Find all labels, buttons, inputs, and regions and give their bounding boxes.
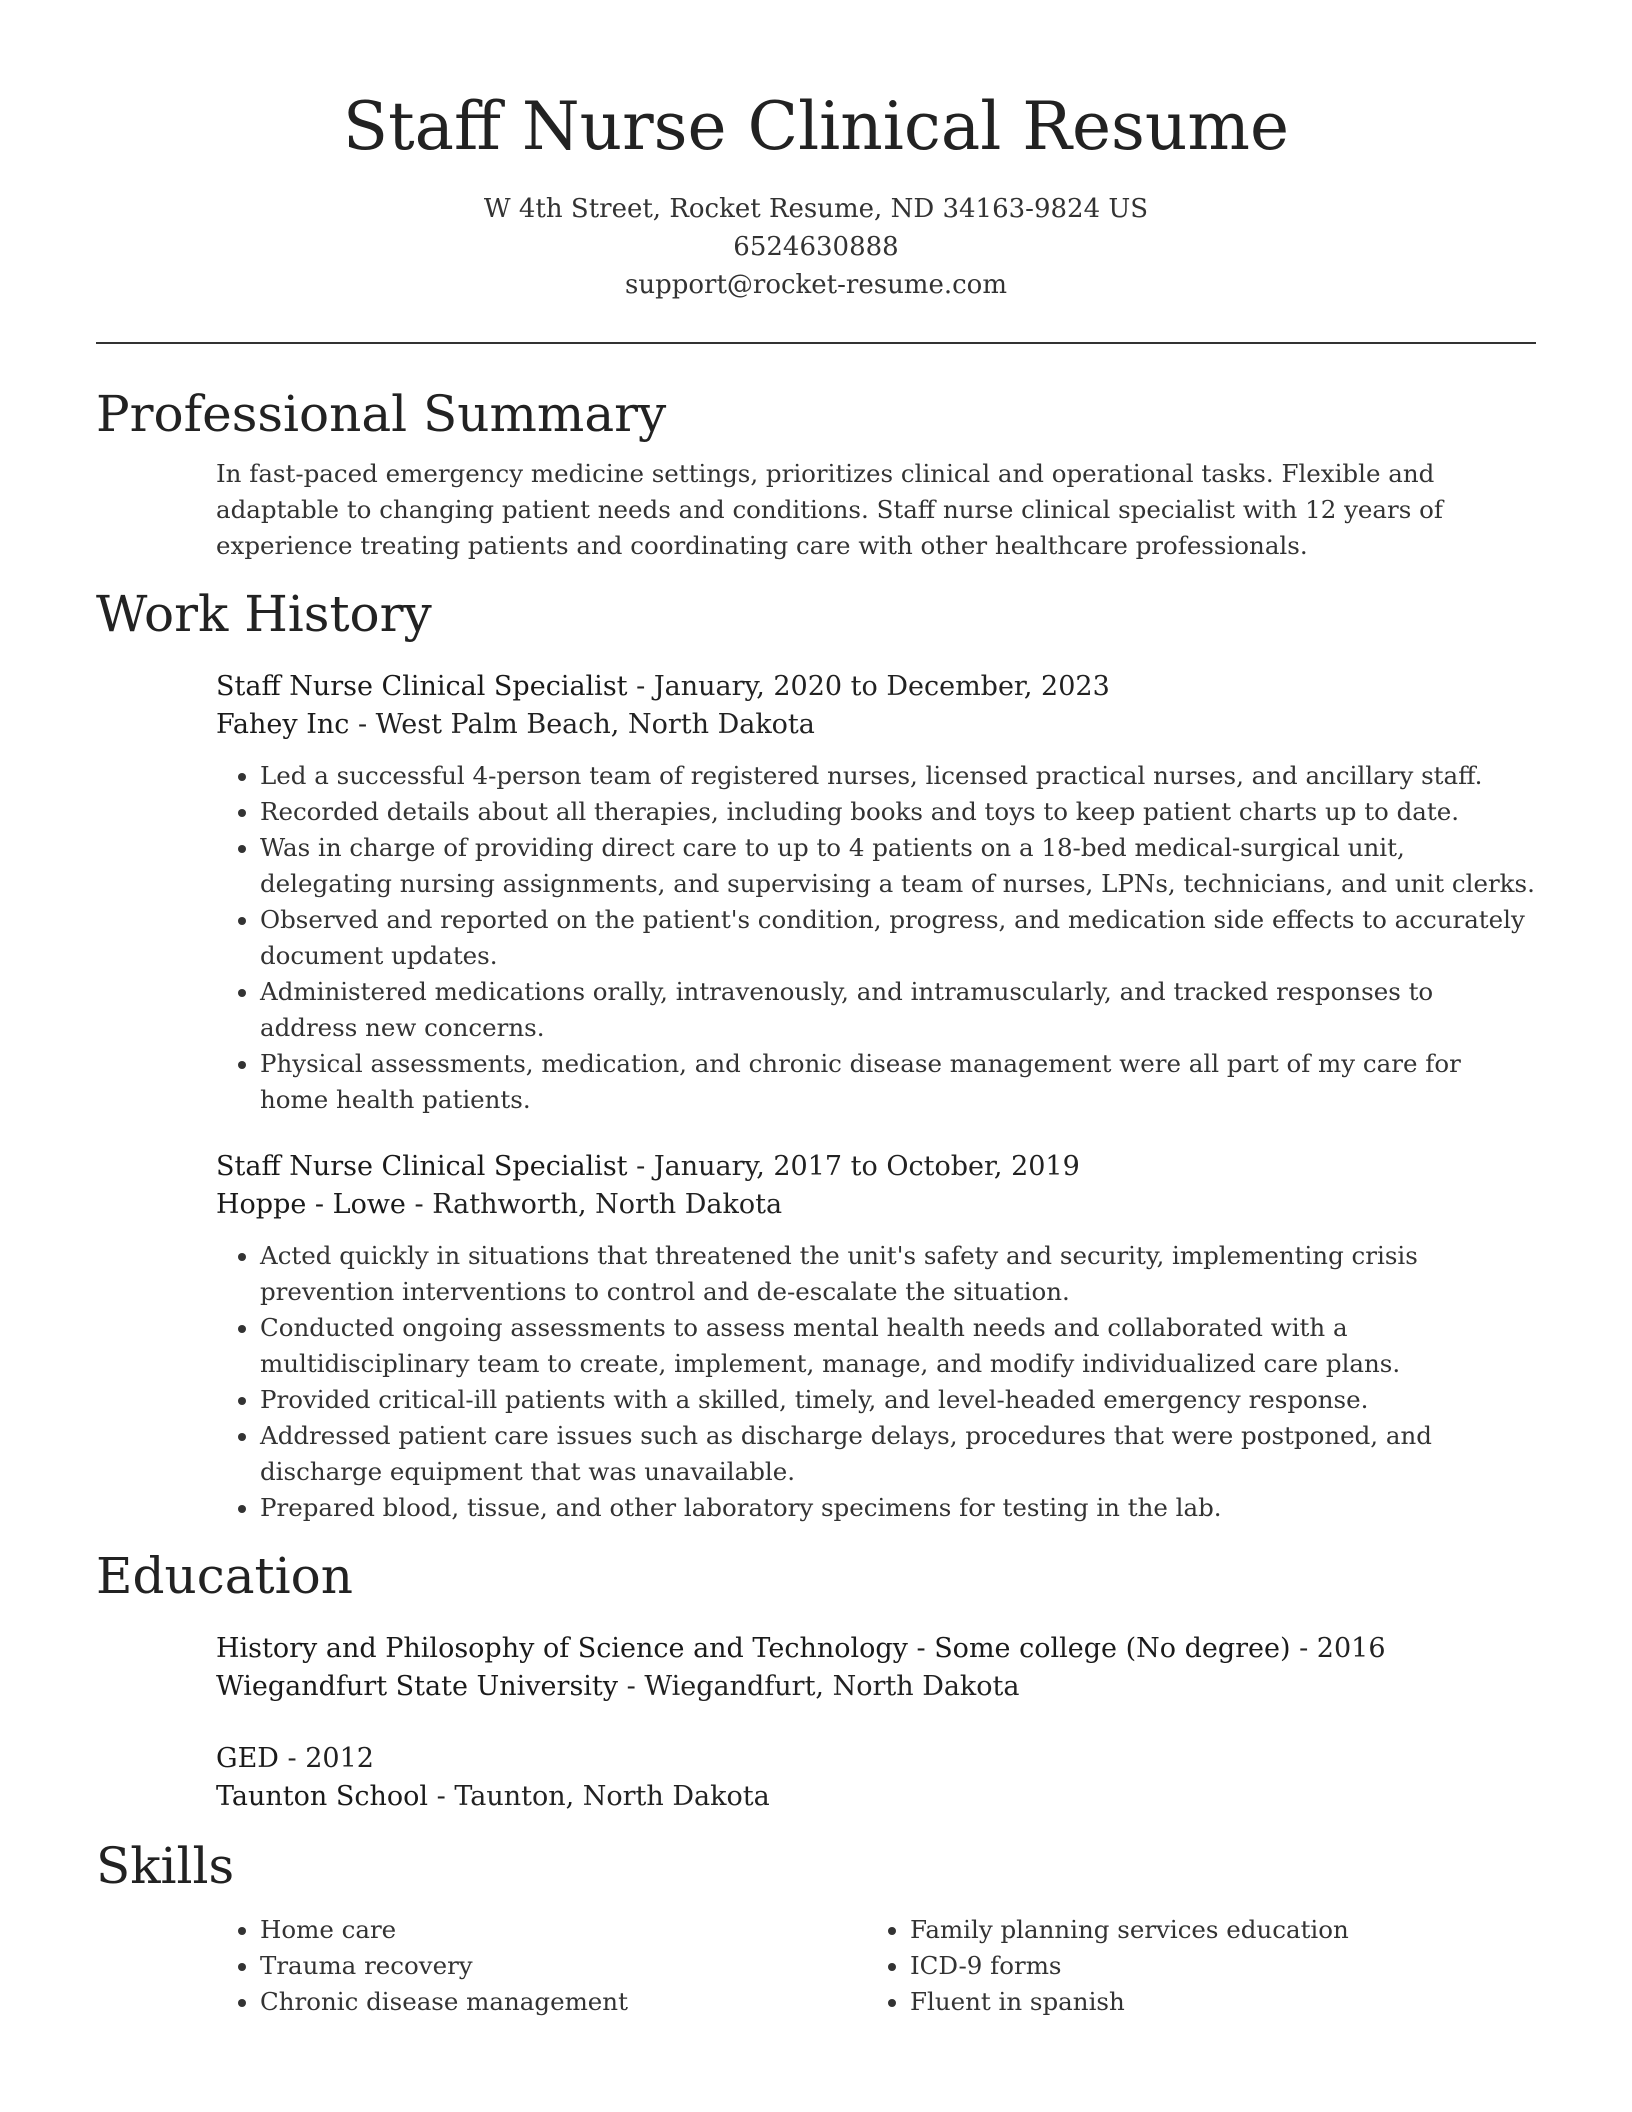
degree-line [216,1740,1536,1778]
job-dates: - January, 2020 to December, 2023 [627,671,1110,702]
school-line [216,1668,1536,1706]
degree-line [216,1630,1536,1668]
skill-item: • Fluent in spanish [910,1984,1516,2020]
resume-title: Staff Nurse Clinical Resume [342,88,1290,165]
summary-section [96,382,1536,564]
list-item: • Conducted ongoing assessments to assess mental health needs and collaborated with a multidisciplinary team to create, implement, manage, and modify individualized care plans. [260,1310,1536,1382]
address-text: W 4th Street, Rocket Resume, ND 34163-9824 US [483,194,1149,224]
education-entry [216,1630,1536,1706]
email-text: support@rocket-resume.com [624,270,1007,300]
skill-item: • Trauma recovery [260,1948,866,1984]
header-divider [96,342,1536,344]
degree-name: GED [216,1743,279,1774]
school-location: - Wiegandfurt, North Dakota [618,1671,1020,1702]
degree-year: - 2016 [1290,1633,1386,1664]
job-duties-list [216,758,1536,1118]
school-name: Wiegandfurt State University [216,1671,619,1702]
job-duties-list [216,1238,1536,1526]
skills-section [96,1834,1536,2020]
job-company: Fahey Inc [216,709,350,740]
skills-grid [216,1912,1536,2020]
education-heading: Education [96,1547,353,1605]
summary-text: In fast-paced emergency medicine settings, prioritizes clinical and operational tasks. Flexible and adaptable to changing patient needs and conditions. Staff nurse clinical specialist with 12 years of experience treating patients and coordinating care with other healthcare professionals. [216,459,1443,560]
school-name: Taunton School [216,1781,429,1812]
degree-name: History and Philosophy of Science and Technology - Some college (No degree) [216,1633,1291,1664]
job-entry [216,668,1536,1118]
job-location: - Rathworth, North Dakota [405,1189,783,1220]
job-title-line [216,1148,1536,1186]
list-item: • Addressed patient care issues such as discharge delays, procedures that were postponed, and discharge equipment that was unavailable. [260,1418,1536,1490]
summary-heading: Professional Summary [96,385,667,443]
job-company-line [216,706,1536,744]
job-company-line [216,1186,1536,1224]
phone-text: 6524630888 [733,232,899,262]
school-location: - Taunton, North Dakota [428,1781,770,1812]
skills-list-right [866,1912,1516,2020]
job-role: Staff Nurse Clinical Specialist [216,671,628,702]
job-company: Hoppe - Lowe [216,1189,406,1220]
list-item: • Prepared blood, tissue, and other laboratory specimens for testing in the lab. [260,1490,1536,1526]
skill-item: • Home care [260,1912,866,1948]
list-item: • Was in charge of providing direct care to up to 4 patients on a 18-bed medical-surgical unit, delegating nursing assignments, and supervising a team of nurses, LPNs, technicians, and unit clerks. [260,830,1536,902]
job-entry [216,1148,1536,1526]
job-dates: - January, 2017 to October, 2019 [627,1151,1080,1182]
education-section [96,1544,1536,1816]
list-item: • Administered medications orally, intravenously, and intramuscularly, and tracked responses to address new concerns. [260,974,1536,1046]
list-item: • Recorded details about all therapies, including books and toys to keep patient charts up to date. [260,794,1536,830]
list-item: • Observed and reported on the patient's condition, progress, and medication side effects to accurately document updates. [260,902,1536,974]
skill-item: • Chronic disease management [260,1984,866,2020]
school-line [216,1778,1536,1816]
contact-block [96,190,1536,304]
skills-heading: Skills [96,1837,235,1895]
list-item: • Physical assessments, medication, and chronic disease management were all part of my care for home health patients. [260,1046,1536,1118]
degree-year: - 2012 [278,1743,374,1774]
work-history-section [96,582,1536,1526]
skill-item: • ICD-9 forms [910,1948,1516,1984]
resume-header [96,0,1536,304]
skills-list-left [216,1912,866,2020]
skill-item: • Family planning services education [910,1912,1516,1948]
job-role: Staff Nurse Clinical Specialist [216,1151,628,1182]
list-item: • Provided critical-ill patients with a skilled, timely, and level-headed emergency response. [260,1382,1536,1418]
work-history-heading: Work History [96,585,432,643]
list-item: • Acted quickly in situations that threatened the unit's safety and security, implementing crisis prevention interventions to control and de-escalate the situation. [260,1238,1536,1310]
job-title-line [216,668,1536,706]
education-entry [216,1740,1536,1816]
job-location: - West Palm Beach, North Dakota [349,709,815,740]
list-item: • Led a successful 4-person team of registered nurses, licensed practical nurses, and ancillary staff. [260,758,1536,794]
